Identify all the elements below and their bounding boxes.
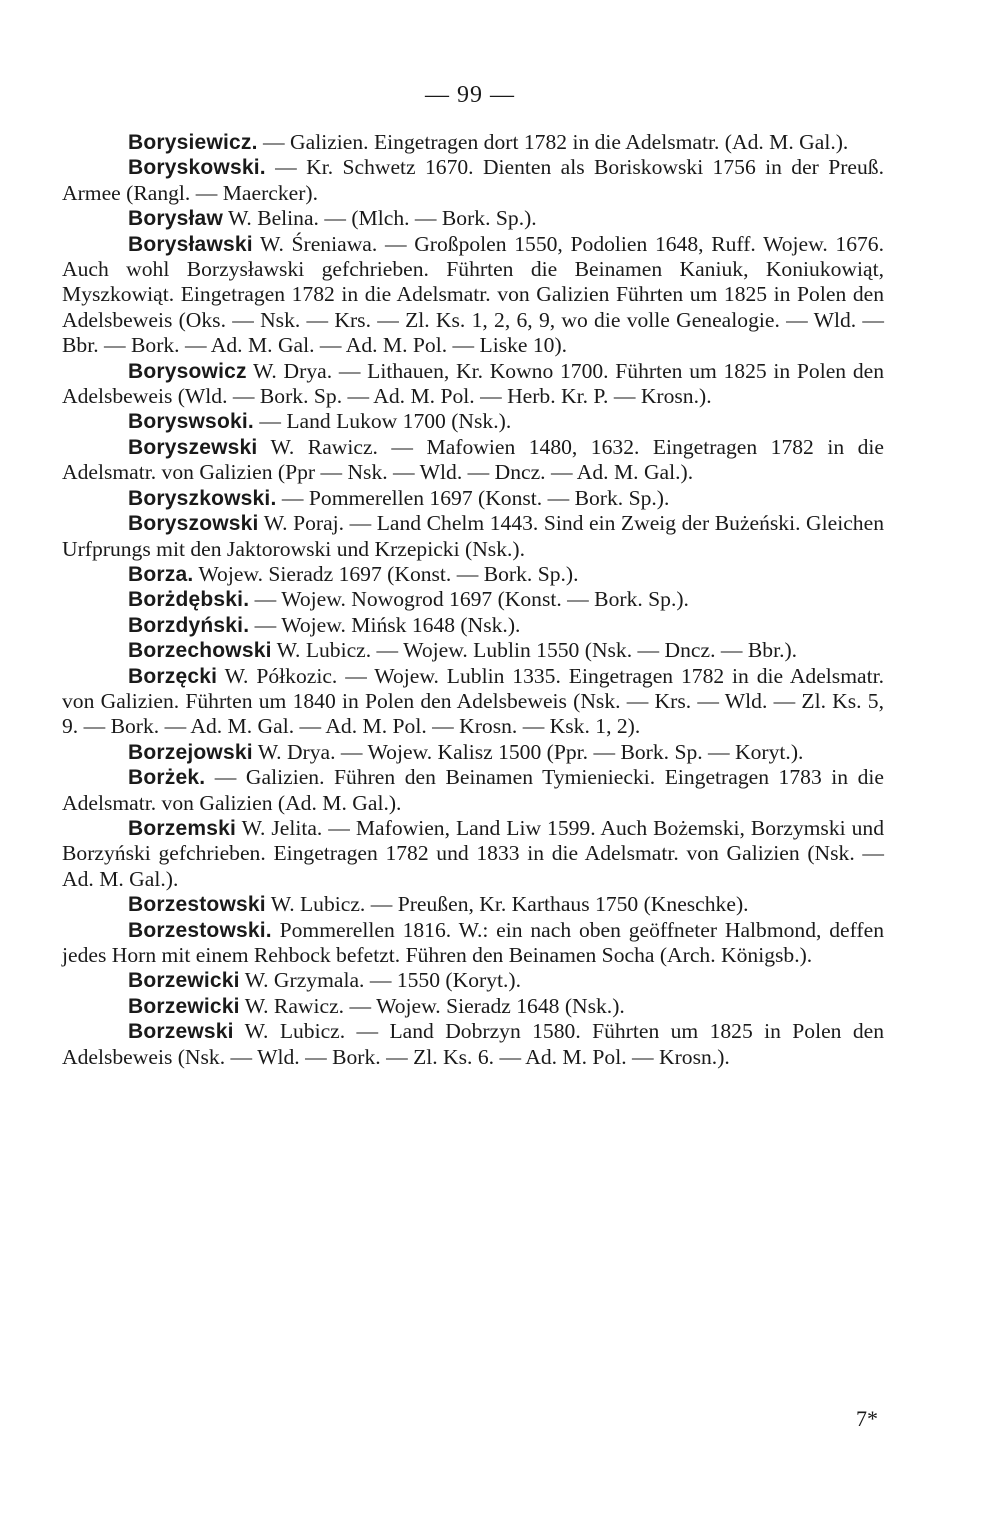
entry-text: W. Grzymala. — 1550 (Koryt.). bbox=[239, 968, 521, 993]
entry-text: W. Jelita. — Mafowien, Land Liw 1599. Auch Bożemski, Borzymski und Borzyński gefchrieben. Eingetragen 1782 und 1833 in die Adelsmatr. von Galizien (Nsk. — Ad. M. Gal.). bbox=[62, 815, 884, 891]
entry-text: Wojew. Sieradz 1697 (Konst. — Bork. Sp.). bbox=[193, 561, 579, 586]
entry bbox=[62, 409, 884, 434]
entry-text: — Galizien. Eingetragen dort 1782 in die Adelsmatr. (Ad. M. Gal.). bbox=[257, 130, 849, 154]
entry-text: W. Lubicz. — Land Dobrzyn 1580. Führten um 1825 in Polen den Adelsbeweis (Nsk. — Wld. — Bork. — Zl. Ks. 6. — Ad. M. Pol. — Krosn.). bbox=[62, 1019, 884, 1069]
entry-text: W. Belina. — (Mlch. — Bork. Sp.). bbox=[222, 206, 537, 231]
entry-name: Boryszkowski. bbox=[128, 486, 277, 510]
entry bbox=[62, 994, 884, 1019]
entry bbox=[62, 638, 884, 663]
entry-name: Borżdębski. bbox=[128, 588, 250, 612]
entry-text: W. Rawicz. — Wojew. Sieradz 1648 (Nsk.). bbox=[239, 993, 625, 1018]
entry-list bbox=[62, 130, 884, 1070]
entry-name: Boryszowski bbox=[128, 512, 259, 536]
entry-text: W. Śreniawa. — Großpolen 1550, Podolien 1648, Ruff. Wojew. 1676. Auch wohl Borzysławski gefchrieben. Führten die Beinamen Kaniuk, Koniukowiąt, Myszkowiąt. Eingetragen 1782 in die Adelsmatr. von Galizien Führten um 1825 in Polen den Adelsbeweis (Oks. — Nsk. — Krs. — Zl. Ks. 1, 2, 6, 9, wo die volle Genealogie. — Wld. — Bbr. — Bork. — Ad. M. Gal. — Ad. M. Pol. — Liske 10). bbox=[62, 231, 884, 358]
entry-name: Borysław bbox=[128, 207, 223, 231]
entry-text: W. Drya. — Wojew. Kalisz 1500 (Ppr. — Bork. Sp. — Koryt.). bbox=[252, 739, 804, 764]
entry-text: W. Lubicz. — Wojew. Lublin 1550 (Nsk. — Dncz. — Bbr.). bbox=[271, 638, 798, 663]
entry-name: Boryszewski bbox=[128, 435, 258, 459]
entry-name: Borysowicz bbox=[128, 359, 247, 383]
entry-text: — Pommerellen 1697 (Konst. — Bork. Sp.). bbox=[276, 485, 670, 510]
entry-text: Pommerellen 1816. W.: ein nach oben geöffneter Halbmond, deffen jedes Horn mit einem Rehbock befetzt. Führen den Beinamen Socha (Arch. Königsb.). bbox=[62, 917, 884, 967]
entry bbox=[62, 740, 884, 765]
entry bbox=[62, 613, 884, 638]
entry bbox=[62, 1019, 884, 1070]
entry-text: W. Półkozic. — Wojew. Lublin 1335. Eingetragen 1782 in die Adelsmatr. von Galizien. Führten um 1840 in Polen den Adelsbeweis (Nsk. — Krs. — Wld. — Zl. Ks. 5, 9. — Bork. — Ad. M. Gal. — Ad. M. Pol. — Krosn. — Ksk. 1, 2). bbox=[62, 663, 884, 739]
entry bbox=[62, 816, 884, 892]
entry-name: Borzdyński. bbox=[128, 613, 250, 637]
entry-text: W. Poraj. — Land Chelm 1443. Sind ein Zweig der Bużeński. Gleichen Urfprungs mit den Jaktorowski und Krzepicki (Nsk.). bbox=[62, 511, 884, 561]
entry-name: Borzechowski bbox=[128, 639, 272, 663]
entry bbox=[62, 587, 884, 612]
entry bbox=[62, 968, 884, 993]
entry-name: Borżek. bbox=[128, 766, 206, 790]
entry bbox=[62, 892, 884, 917]
entry-text: — Galizien. Führen den Beinamen Tymieniecki. Eingetragen 1783 in die Adelsmatr. von Galizien (Ad. M. Gal.). bbox=[62, 765, 884, 815]
entry-name: Borzewski bbox=[128, 1020, 234, 1044]
entry bbox=[62, 232, 884, 359]
entry-text: — Kr. Schwetz 1670. Dienten als Boriskowski 1756 in der Preuß. Armee (Rangl. — Maercker). bbox=[62, 155, 884, 205]
entry-text: W. Lubicz. — Preußen, Kr. Karthaus 1750 (Kneschke). bbox=[265, 892, 749, 917]
entry-name: Borysławski bbox=[128, 232, 253, 256]
entry-text: W. Rawicz. — Mafowien 1480, 1632. Eingetragen 1782 in die Adelsmatr. von Galizien (Ppr — Nsk. — Wld. — Dncz. — Ad. M. Gal.). bbox=[62, 434, 884, 485]
entry-name: Borysiewicz. bbox=[128, 131, 258, 154]
entry-text: — Wojew. Nowogrod 1697 (Konst. — Bork. Sp.). bbox=[249, 587, 689, 612]
entry bbox=[62, 664, 884, 740]
entry-name: Borzejowski bbox=[128, 740, 253, 764]
entry-name: Borza. bbox=[128, 562, 194, 586]
entry-text: — Land Lukow 1700 (Nsk.). bbox=[253, 409, 512, 434]
entry-name: Borzestowski bbox=[128, 893, 266, 917]
entry bbox=[62, 562, 884, 587]
sheet-signature: 7* bbox=[856, 1406, 878, 1431]
entry bbox=[62, 435, 884, 486]
entry bbox=[62, 155, 884, 206]
entry-name: Boryswsoki. bbox=[128, 410, 254, 434]
entry-text: — Wojew. Mińsk 1648 (Nsk.). bbox=[249, 612, 521, 637]
entry-name: Borzestowski. bbox=[128, 918, 272, 942]
entry bbox=[62, 918, 884, 969]
entry-name: Borzemski bbox=[128, 816, 237, 840]
entry-name: Borzewicki bbox=[128, 969, 240, 993]
entry bbox=[62, 359, 884, 410]
entry bbox=[62, 511, 884, 562]
entry bbox=[62, 486, 884, 511]
entry-name: Borzewicki bbox=[128, 994, 240, 1018]
entry bbox=[62, 206, 884, 231]
entry-name: Borzęcki bbox=[128, 664, 218, 688]
entry-name: Boryskowski. bbox=[128, 156, 266, 180]
entry bbox=[62, 765, 884, 816]
entry bbox=[62, 130, 884, 155]
entry-text: W. Drya. — Lithauen, Kr. Kowno 1700. Führten um 1825 in Polen den Adelsbeweis (Wld. — Bork. Sp. — Ad. M. Pol. — Herb. Kr. P. — Krosn.). bbox=[62, 358, 884, 409]
page-number: — 99 — bbox=[425, 82, 515, 108]
